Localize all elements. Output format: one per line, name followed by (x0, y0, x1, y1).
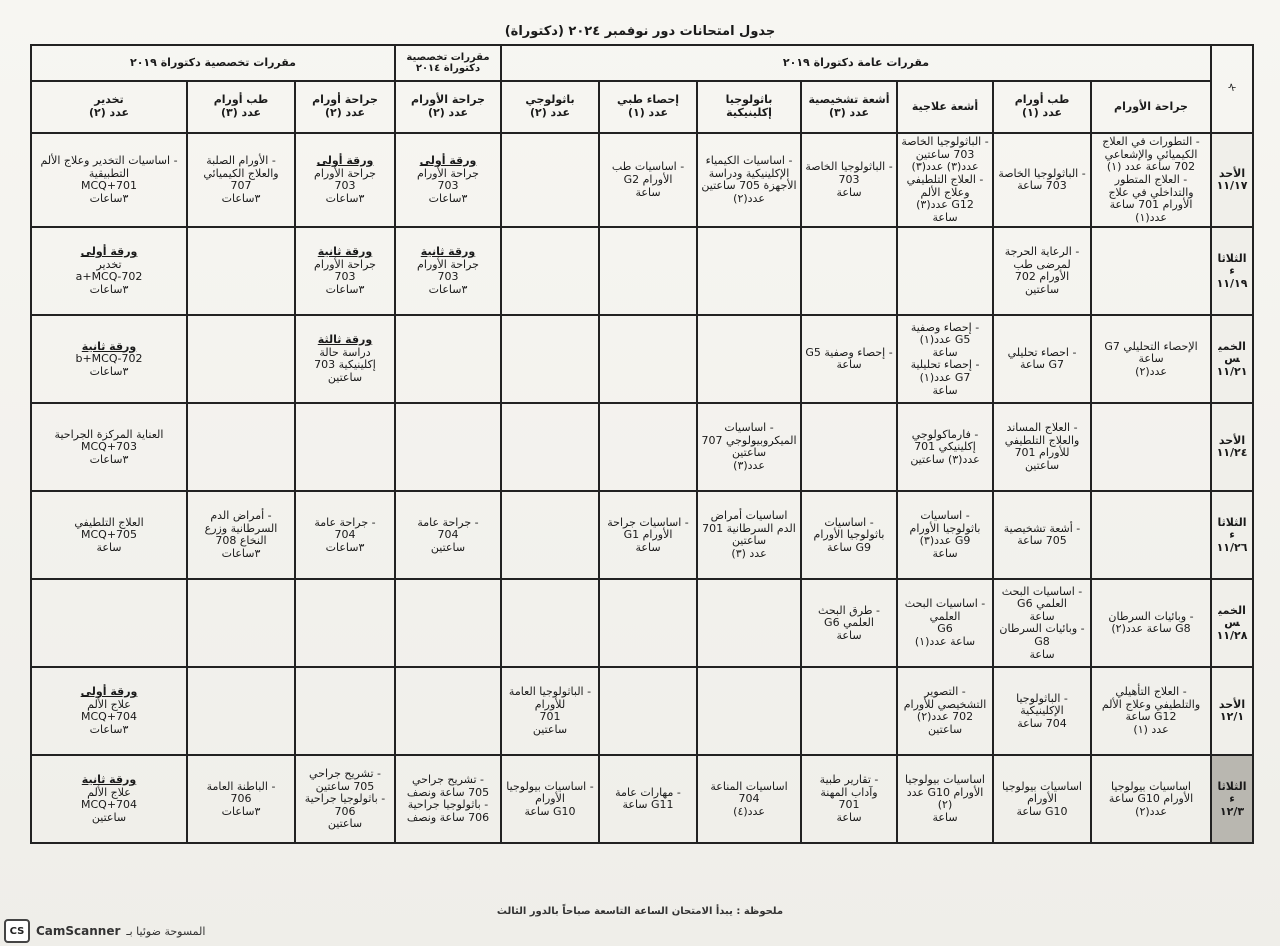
exam-cell: - الباثولوجيا الخاصة 703 ساعة (993, 133, 1091, 227)
paper-label: ورقة ثانية (317, 245, 373, 259)
exam-cell (295, 667, 395, 755)
group-general: مقررات عامة دكتوراة ٢٠١٩ (501, 45, 1211, 81)
exam-cell: - الأورام الصلبة والعلاج الكيميائي 707 ٣ساعات (187, 133, 295, 227)
exam-cell (395, 403, 501, 491)
exam-cell: - تشريح جراحي 705 ساعة ونصف - باثولوجيا جراحية 706 ساعة ونصف (395, 755, 501, 843)
exam-cell: العلاج التلطيفي 705+MCQ ساعة (31, 491, 187, 579)
day-cell: الأحد ١١/١٧ (1211, 133, 1253, 227)
exam-cell (599, 403, 697, 491)
exam-cell: الإحصاء التحليلي G7 ساعة عدد(٢) (1091, 315, 1211, 403)
exam-cell: - إحصاء وصفية G5 عدد(١) ساعة - إحصاء تحليلية G7 عدد(١) ساعة (897, 315, 993, 403)
table-row (31, 579, 1253, 667)
column-header-3: أشعة علاجية (897, 81, 993, 133)
exam-cell (697, 667, 801, 755)
table-row (31, 667, 1253, 755)
group-special-2014: مقررات تخصصية دكتوراة ٢٠١٤ (395, 45, 501, 81)
exam-cell: العناية المركزة الجراحية 703+MCQ ٣ساعات (31, 403, 187, 491)
exam-cell: - تقارير طبية وآداب المهنة 701 ساعة (801, 755, 897, 843)
exam-cell (599, 315, 697, 403)
column-header-8: جراحة الأورام عدد (٢) (395, 81, 501, 133)
exam-cell: ورقة ثانية جراحة الأورام 703 ٣ساعات (295, 227, 395, 315)
exam-cell: - التصوير التشخيصي للأورام 702 عدد(٢) ساعتين (897, 667, 993, 755)
paper-label: ورقة أولى (419, 153, 477, 167)
exam-cell (501, 227, 599, 315)
column-header-11: تخدير عدد (٢) (31, 81, 187, 133)
day-cell: الأحد ١١/٢٤ (1211, 403, 1253, 491)
exam-cell (897, 227, 993, 315)
exam-cell: اساسيات بيولوجيا الأورام G10 ساعة عدد(٢) (1091, 755, 1211, 843)
day-cell: الثلاثاء ١٢/٣ (1211, 755, 1253, 843)
exam-cell: - أمراض الدم السرطانية وزرع النخاع 708 ٣ساعات (187, 491, 295, 579)
exam-cell (599, 579, 697, 667)
day-cell: الثلاثاء ١١/١٩ (1211, 227, 1253, 315)
exam-cell: ورقة أولى جراحة الأورام 703 ٣ساعات (395, 133, 501, 227)
day-cell: الأحد ١٢/١ (1211, 667, 1253, 755)
exam-cell: - الباثولوجيا الخاصة 703 ساعة (801, 133, 897, 227)
exam-cell (187, 579, 295, 667)
column-header-4: أشعة تشخيصية عدد (٣) (801, 81, 897, 133)
table-row (31, 755, 1253, 843)
exam-cell: - التطورات في العلاج الكيميائي والإشعاعي 702 ساعة عدد (١) - العلاج المتطور والتداخلي في علاج الأورام 701 ساعة عدد(١) (1091, 133, 1211, 227)
exam-cell (801, 227, 897, 315)
table-row (31, 227, 1253, 315)
column-header-6: إحصاء طبي عدد (١) (599, 81, 697, 133)
group-special-2019: مقررات تخصصية دكتوراة ٢٠١٩ (31, 45, 395, 81)
exam-cell (187, 667, 295, 755)
paper-label: ورقة أولى (80, 685, 138, 699)
day-cell: الخميس ١١/٢٨ (1211, 579, 1253, 667)
page-title: جدول امتحانات دور نوفمبر ٢٠٢٤ (دكتوراة) (504, 24, 776, 39)
exam-cell (599, 227, 697, 315)
footnote: ملحوظة : يبدأ الامتحان الساعة التاسعة صباحاً بالدور الثالث (496, 906, 784, 917)
exam-cell (295, 403, 395, 491)
exam-cell: - اساسيات جراحة الأورام G1 ساعة (599, 491, 697, 579)
exam-cell: - إحصاء وصفية G5 ساعة (801, 315, 897, 403)
exam-cell (1091, 227, 1211, 315)
exam-cell (501, 491, 599, 579)
column-header-5: باثولوجيا إكلينيكية (697, 81, 801, 133)
exam-cell (187, 403, 295, 491)
exam-cell: - العلاج التأهيلي والتلطيفي وعلاج الألم G12 ساعة عدد (١) (1091, 667, 1211, 755)
exam-cell: - مهارات عامة G11 ساعة (599, 755, 697, 843)
paper-label: ورقة أولى (316, 153, 374, 167)
exam-cell (697, 227, 801, 315)
exam-cell: - اساسيات البحث العلمي G6 ساعة - وبائيات السرطان G8 ساعة (993, 579, 1091, 667)
exam-cell (501, 133, 599, 227)
exam-cell: - الباثولوجيا الخاصة 703 ساعتين عدد(٣) عدد(٣) - العلاج التلطيفي وعلاج الألم G12 عدد(٣) ساعة (897, 133, 993, 227)
exam-cell: - الباثولوجيا العامة للأورام 701 ساعتين (501, 667, 599, 755)
exam-cell: - احصاء تحليلي G7 ساعة (993, 315, 1091, 403)
schedule-body (31, 133, 1253, 843)
camscanner-brand: CamScanner (36, 924, 121, 938)
exam-cell (697, 315, 801, 403)
exam-cell: - اساسيات بيولوجيا الأورام G10 ساعة (501, 755, 599, 843)
exam-cell: - أشعة تشخيصية 705 ساعة (993, 491, 1091, 579)
exam-cell: ورقة ثانية علاج الألم 704+MCQ ساعتين (31, 755, 187, 843)
exam-cell (295, 579, 395, 667)
exam-cell (187, 315, 295, 403)
exam-cell: - اساسيات طب الأورام G2 ساعة (599, 133, 697, 227)
column-header-7: باثولوجي عدد (٢) (501, 81, 599, 133)
table-row (31, 491, 1253, 579)
corner-cell: ᠰ (1211, 45, 1253, 133)
day-cell: الخميس ١١/٢١ (1211, 315, 1253, 403)
exam-cell (501, 579, 599, 667)
exam-cell: - جراحة عامة 704 ٣ساعات (295, 491, 395, 579)
exam-cell: - الباثولوجيا الإكلينيكية 704 ساعة (993, 667, 1091, 755)
exam-cell: ورقة أولى علاج الألم 704+MCQ ٣ساعات (31, 667, 187, 755)
exam-cell: - العلاج المساند والعلاج التلطيفي للأورام 701 ساعتين (993, 403, 1091, 491)
exam-cell (1091, 403, 1211, 491)
paper-label: ورقة ثانية (420, 245, 476, 259)
exam-cell (31, 579, 187, 667)
exam-cell (501, 315, 599, 403)
exam-cell (697, 579, 801, 667)
exam-cell: اساسيات أمراض الدم السرطانية 701 ساعتين عدد (٣) (697, 491, 801, 579)
exam-cell: - وبائيات السرطان G8 ساعة عدد(٢) (1091, 579, 1211, 667)
exam-cell: اساسيات المناعة 704 عدد(٤) (697, 755, 801, 843)
exam-cell (395, 315, 501, 403)
paper-label: ورقة ثانية (81, 773, 137, 787)
exam-cell: - فارماكولوجي إكلينيكي 701 عدد(٣) ساعتين (897, 403, 993, 491)
exam-cell (501, 403, 599, 491)
group-header-row (31, 45, 1253, 81)
exam-cell: - اساسيات باثولوجيا الأورام G9 عدد(٣) ساعة (897, 491, 993, 579)
exam-cell (395, 667, 501, 755)
column-header-10: طب أورام عدد (٣) (187, 81, 295, 133)
exam-cell: ورقة أولى جراحة الأورام 703 ٣ساعات (295, 133, 395, 227)
day-cell: الثلاثاء ١١/٢٦ (1211, 491, 1253, 579)
exam-cell: - الباطنة العامة 706 ٣ساعات (187, 755, 295, 843)
exam-cell: - اساسيات الكيمياء الإكلينيكية ودراسة الأجهزة 705 ساعتين عدد(٢) (697, 133, 801, 227)
exam-cell: اساسيات بيولوجيا الأورام G10 عدد (٢) ساعة (897, 755, 993, 843)
exam-cell: ورقة أولى تخدير 702-a+MCQ ٣ساعات (31, 227, 187, 315)
table-row (31, 403, 1253, 491)
column-header-1: جراحة الأورام (1091, 81, 1211, 133)
camscanner-text: المسوحة ضوئيا بـ (126, 924, 206, 938)
camscanner-watermark (0, 918, 252, 944)
exam-cell: - جراحة عامة 704 ساعتين (395, 491, 501, 579)
exam-cell (395, 579, 501, 667)
exam-cell: - الرعاية الحرجة لمرضى طب الأورام 702 ساعتين (993, 227, 1091, 315)
exam-cell: - اساسيات باثولوجيا الأورام G9 ساعة (801, 491, 897, 579)
exam-cell: - اساسيات التخدير وعلاج الألم التطبيقية 701+MCQ ٣ساعات (31, 133, 187, 227)
column-header-9: جراحة أورام عدد (٢) (295, 81, 395, 133)
column-header-2: طب أورام عدد (١) (993, 81, 1091, 133)
exam-cell (801, 403, 897, 491)
exam-cell: - اساسيات البحث العلمي G6 ساعة عدد(١) (897, 579, 993, 667)
exam-cell: ورقة ثالثة دراسة حالة إكلينيكية 703 ساعتين (295, 315, 395, 403)
table-row (31, 315, 1253, 403)
paper-label: ورقة أولى (80, 245, 138, 259)
exam-cell: ورقة ثانية 702-b+MCQ ٣ساعات (31, 315, 187, 403)
exam-cell: ورقة ثانية جراحة الأورام 703 ٣ساعات (395, 227, 501, 315)
paper-label: ورقة ثالثة (317, 333, 373, 347)
column-header-row (31, 81, 1253, 133)
camscanner-logo-icon: CS (4, 919, 30, 943)
exam-cell: - تشريح جراحي 705 ساعتين - باثولوجيا جراحية 706 ساعتين (295, 755, 395, 843)
exam-cell (187, 227, 295, 315)
exam-cell (599, 667, 697, 755)
exam-cell: - طرق البحث العلمي G6 ساعة (801, 579, 897, 667)
exam-cell (801, 667, 897, 755)
exam-cell (1091, 491, 1211, 579)
exam-cell: اساسيات بيولوجيا الأورام G10 ساعة (993, 755, 1091, 843)
table-row (31, 133, 1253, 227)
paper-label: ورقة ثانية (81, 339, 137, 353)
exam-cell: - اساسيات الميكروبيولوجي 707 ساعتين عدد(٣) (697, 403, 801, 491)
exam-schedule-table (30, 44, 1254, 844)
